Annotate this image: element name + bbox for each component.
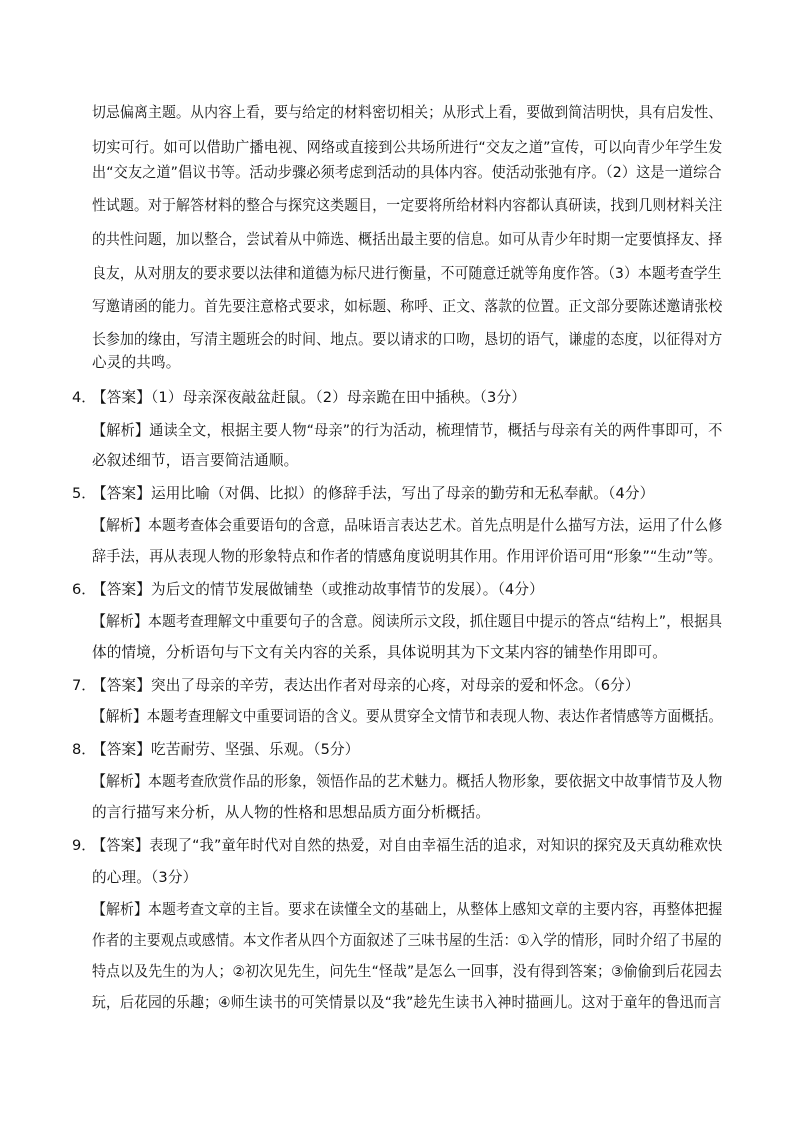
answer-line: 【答案】为后文的情节发展做铺垫（或推动故事情节的发展）。（4分） — [92, 581, 544, 598]
text-line: 出“交友之道”倡议书等。活动步骤必须考虑到活动的具体内容。使活动张弛有序。（2）这是一道综合 — [92, 164, 722, 181]
text-line: 写邀请函的能力。首先要注意格式要求，如标题、称呼、正文、落款的位置。正文部分要陈述邀请张校 — [92, 298, 723, 315]
analysis-line: 【解析】本题考查理解文中重要词语的含义。要从贯穿全文情节和表现人物、表达作者情感等方面概括。 — [92, 708, 723, 725]
question-number: 6． — [72, 581, 96, 598]
text-line: 的共性问题，加以整合，尝试着从中筛选、概括出最主要的信息。如可从青少年时期一定要慎择友、择 — [92, 231, 723, 248]
analysis-line: 【解析】本题考查体会重要语句的含意，品味语言表达艺术。首先点明是什么描写方法，运用了什么修 — [92, 517, 723, 534]
analysis-line: 必叙述细节，语言要简洁通顺。 — [92, 452, 299, 469]
question-number: 8． — [72, 741, 96, 758]
text-line: 心灵的共鸣。 — [92, 354, 181, 371]
analysis-line: 的言行描写来分析，从人物的性格和思想品质方面分析概括。 — [92, 804, 491, 821]
answer-line: 的心理。（3分） — [92, 869, 198, 886]
analysis-line: 体的情境，分析语句与下文有关内容的关系，具体说明其为下文某内容的铺垫作用即可。 — [92, 644, 668, 661]
answer-line: 【答案】（1）母亲深夜敲盆赶鼠。（2）母亲跪在田中插秧。（3分） — [92, 389, 526, 406]
analysis-line: 辞手法，再从表现人物的形象特点和作者的情感角度说明其作用。作用评价语可用“形象”“生动”等。 — [92, 548, 723, 565]
text-line: 性试题。对于解答材料的整合与探究这类题目，一定要将所给材料内容都认真研读，找到几则材料关注 — [92, 197, 723, 214]
answer-line: 【答案】运用比喻（对偶、比拟）的修辞手法，写出了母亲的勤劳和无私奉献。（4分） — [92, 485, 655, 502]
text-line: 切实可行。如可以借助广播电视、网络或直接到公共场所进行“交友之道”宣传，可以向青少年学生发 — [92, 139, 723, 156]
text-line: 切忌偏离主题。从内容上看，要与给定的材料密切相关；从形式上看，要做到简洁明快，具有启发性、 — [92, 104, 723, 121]
analysis-line: 【解析】本题考查理解文中重要句子的含意。阅读所示文段，抓住题目中提示的答点“结构上”，根据具 — [92, 613, 723, 630]
analysis-line: 【解析】通读全文，根据主要人物“母亲”的行为活动，梳理情节，概括与母亲有关的两件事即可，不 — [92, 422, 723, 439]
text-line: 良友，从对朋友的要求要以法律和道德为标尺进行衡量，不可随意迁就等角度作答。（3）本题考查学生 — [92, 265, 722, 282]
text-line: 长参加的缘由，写清主题班会的时间、地点。要以请求的口吻，恳切的语气，谦虚的态度，以征得对方 — [92, 331, 723, 348]
analysis-line: 作者的主要观点或感情。本文作者从四个方面叙述了三味书屋的生活：①入学的情形，同时介绍了书屋的 — [92, 932, 722, 949]
question-number: 9． — [72, 837, 96, 854]
answer-line: 【答案】突出了母亲的辛劳，表达出作者对母亲的心疼，对母亲的爱和怀念。（6分） — [92, 677, 640, 694]
analysis-line: 【解析】本题考查文章的主旨。要求在读懂全文的基础上，从整体上感知文章的主要内容，再整体把握 — [92, 901, 723, 918]
answer-line: 【答案】吃苦耐劳、坚强、乐观。（5分） — [92, 741, 360, 758]
answer-line: 【答案】表现了“我”童年时代对自然的热爱，对自由幸福生活的追求，对知识的探究及天真幼稚欢快 — [92, 837, 723, 854]
question-number: 7． — [72, 677, 96, 694]
analysis-line: 【解析】本题考查欣赏作品的形象，领悟作品的艺术魅力。概括人物形象，要依据文中故事情节及人物 — [92, 773, 723, 790]
question-number: 5． — [72, 485, 96, 502]
analysis-line: 特点以及先生的为人；②初次见先生，问先生“怪哉”是怎么一回事，没有得到答案；③偷偷到后花园去 — [92, 963, 723, 980]
analysis-line: 玩，后花园的乐趣；④师生读书的可笑情景以及“我”趁先生读书入神时描画儿。这对于童年的鲁迅而言 — [92, 994, 722, 1011]
question-number: 4． — [72, 389, 96, 406]
